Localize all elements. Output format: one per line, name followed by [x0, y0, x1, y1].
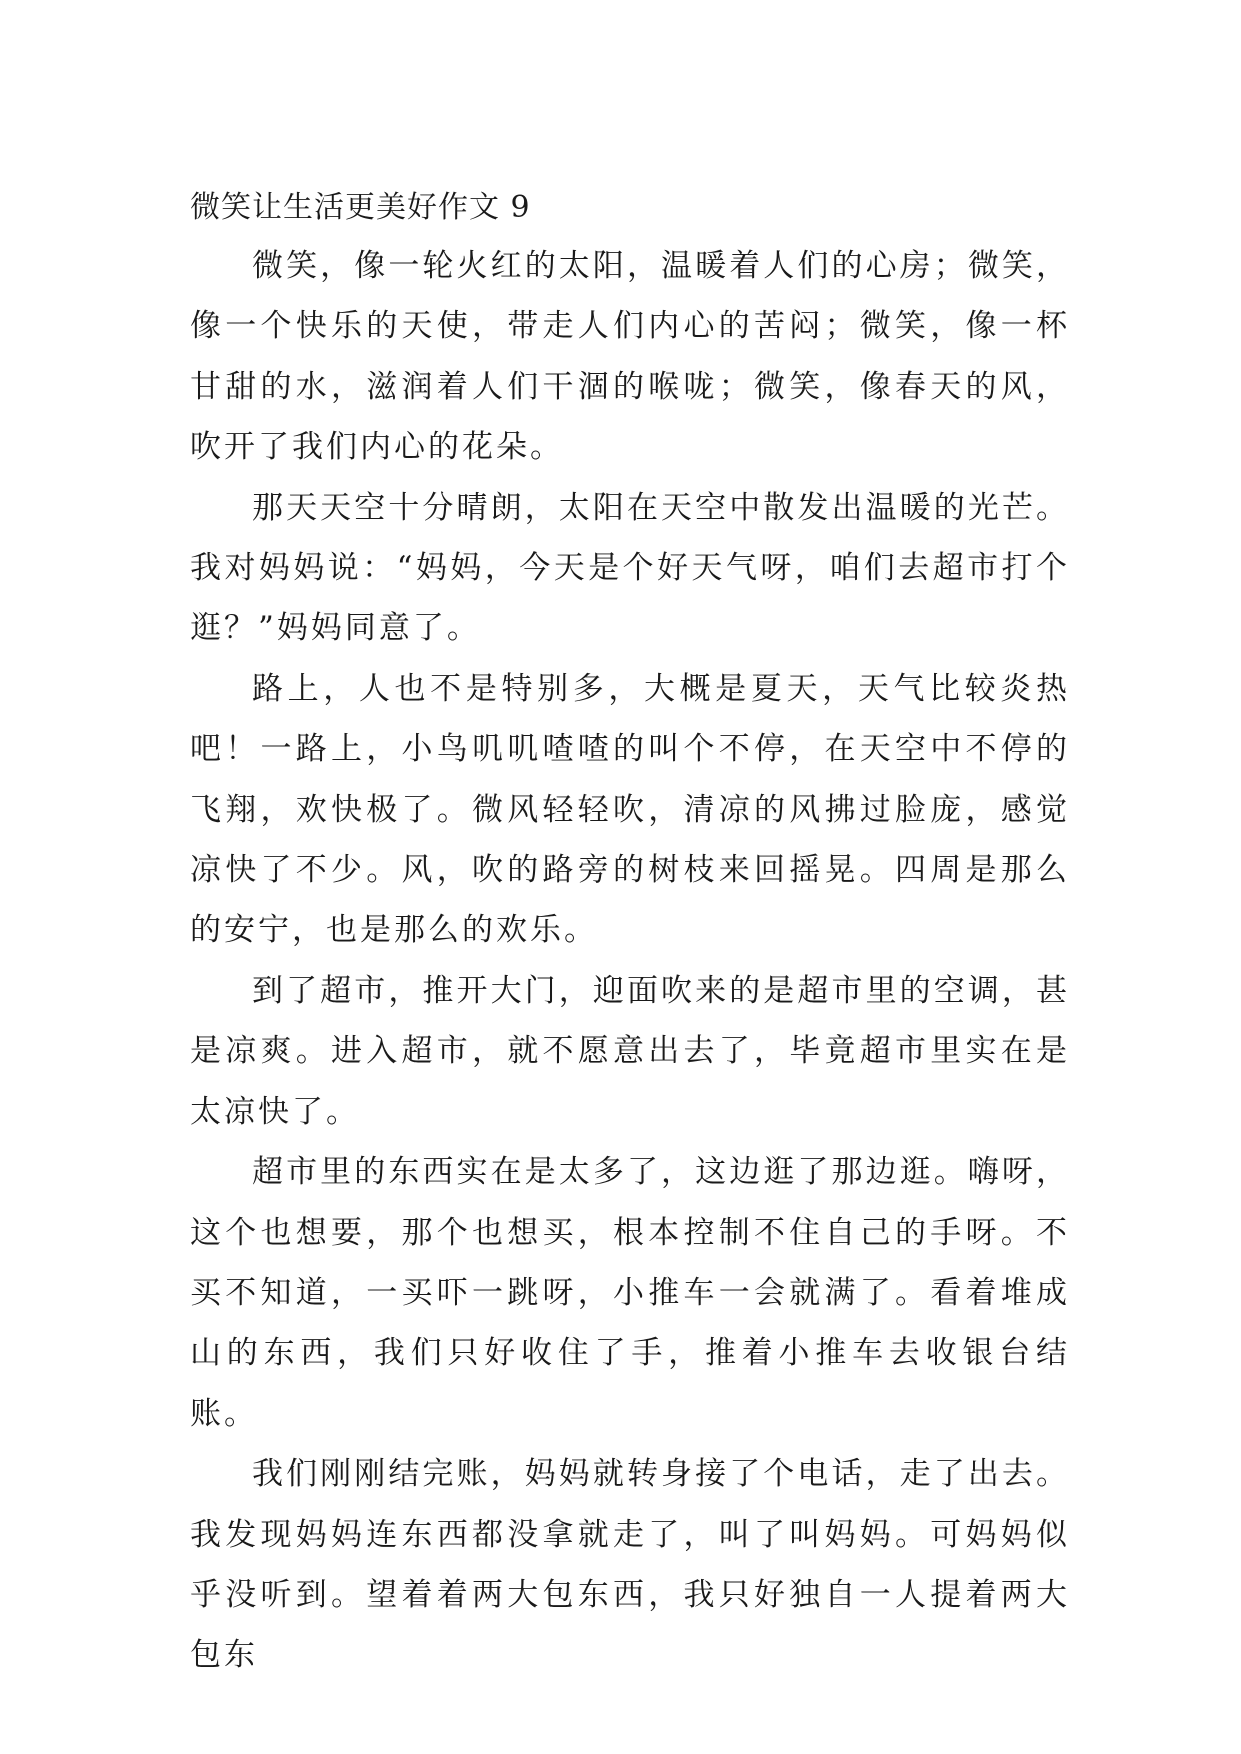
paragraph-2: 那天天空十分晴朗，太阳在天空中散发出温暖的光芒。我对妈妈说：“妈妈，今天是个好天气呀，咱们去超市打个逛？”妈妈同意了。: [190, 489, 1070, 647]
paragraph-5: 超市里的东西实在是太多了，这边逛了那边逛。嗨呀，这个也想要，那个也想买，根本控制不住自己的手呀。不买不知道，一买吓一跳呀，小推车一会就满了。看着堆成山的东西，我们只好收住了手，推着小推车去收银台结账。: [190, 1154, 1070, 1432]
paragraph-6: 我们刚刚结完账，妈妈就转身接了个电话，走了出去。我发现妈妈连东西都没拿就走了，叫了叫妈妈。可妈妈似乎没听到。望着着两大包东西，我只好独自一人提着两大包东: [190, 1456, 1070, 1674]
paragraph-1: 微笑，像一轮火红的太阳，温暖着人们的心房；微笑，像一个快乐的天使，带走人们内心的苦闷；微笑，像一杯甘甜的水，滋润着人们干涸的喉咙；微笑，像春天的风，吹开了我们内心的花朵。: [190, 248, 1070, 466]
paragraph-3: 路上，人也不是特别多，大概是夏天，天气比较炎热吧！一路上，小鸟叽叽喳喳的叫个不停，在天空中不停的飞翔，欢快极了。微风轻轻吹，清凉的风拂过脸庞，感觉凉快了不少。风，吹的路旁的树枝来回摇晃。四周是那么的安宁，也是那么的欢乐。: [190, 670, 1070, 949]
paragraph-4: 到了超市，推开大门，迎面吹来的是超市里的空调，甚是凉爽。进入超市，就不愿意出去了，毕竟超市里实在是太凉快了。: [190, 972, 1070, 1130]
document-title: 微笑让生活更美好作文 9: [190, 190, 531, 225]
document-body: [190, 180, 1070, 1686]
